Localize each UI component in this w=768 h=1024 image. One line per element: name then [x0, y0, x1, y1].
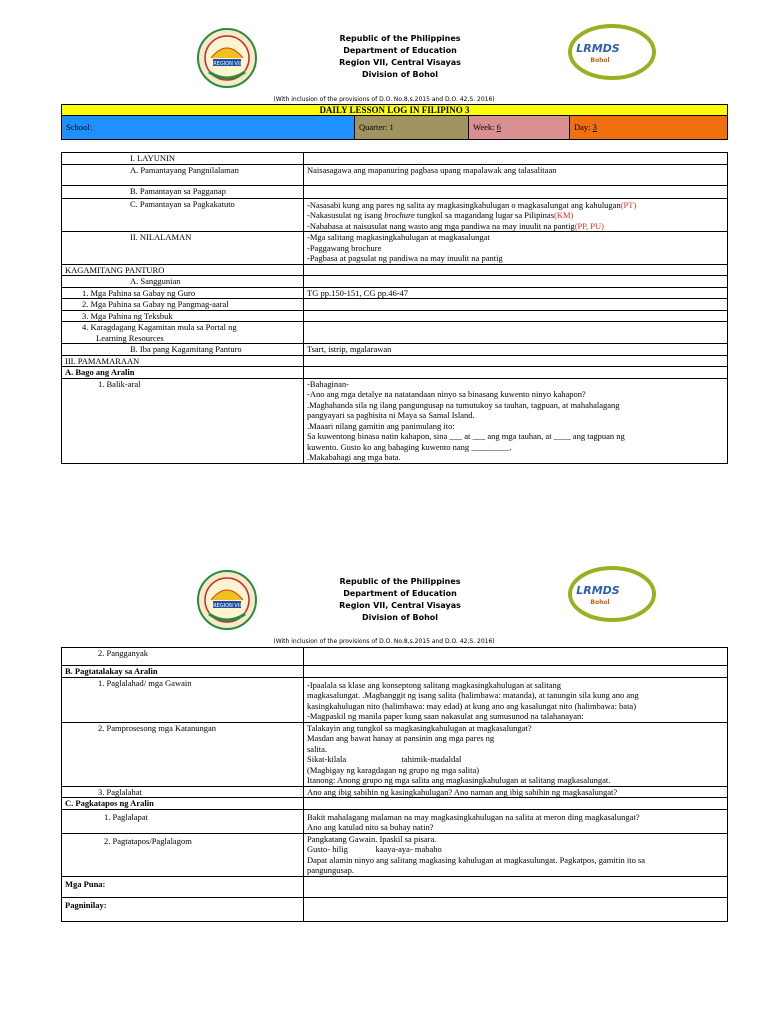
row-label: C. Pamantayan sa Pagkakatuto — [62, 198, 304, 232]
row-label: A. Bago ang Aralin — [62, 367, 304, 379]
puna-field[interactable] — [304, 876, 728, 897]
table-row — [62, 798, 728, 810]
row-content: TG pp.150-151, CG pp.46-47 — [304, 287, 728, 299]
lrmds-lettering: LRMDS — [576, 584, 620, 597]
row-label: II. NILALAMAN — [62, 232, 304, 265]
header-line-2: Department of Education — [343, 46, 457, 55]
agency-header — [310, 576, 490, 624]
table-row — [62, 677, 728, 722]
table-row — [62, 648, 728, 666]
tag-pp-pu: (PP, PU) — [574, 220, 604, 231]
row-label: 2. Pagtatapos/Paglalagom — [62, 833, 304, 876]
row-label: A. Sanggunian — [62, 276, 304, 288]
table-row — [62, 809, 728, 833]
row-label: B. Pagtatalakay sa Aralin — [62, 666, 304, 678]
quarter-label: Quarter: 1 — [359, 122, 394, 132]
row-label: 1. Balik-aral — [62, 378, 304, 463]
row-label: III. PAMAMARAAN — [62, 355, 304, 367]
row-label: 3. Paglalahat — [62, 786, 304, 798]
row-label: I. LAYUNIN — [62, 153, 304, 165]
school-label: School: — [66, 122, 92, 132]
week-value: 6 — [496, 122, 501, 132]
row-label: A. Pamantayang Pangnilalaman — [62, 164, 304, 185]
header-line-2: Department of Education — [343, 589, 457, 598]
tag-km: (KM) — [554, 210, 574, 220]
row-label: 2. Mga Pahina sa Gabay ng Pangmag-aaral — [62, 299, 304, 311]
row-content: -Ipaalala sa klase ang konseptong salitang magkasingkahulugan at salitang magkasalungat. .Magbanggit ng isang salita (halimbawa: matanda), at tanungin sila kung ano ang kasingkahulugan nito (halimbawa: may edad) at kung ano ang kasalungat nito (halimbawa: bata) -Magpaskil ng manila paper kung saan nakasulat ang sumusunod na talahanayan: — [304, 677, 728, 722]
table-row — [62, 876, 728, 897]
row-label: C. Pagkatapos ng Aralin — [62, 798, 304, 810]
pagninilay-field[interactable] — [304, 897, 728, 921]
lrmds-logo — [560, 564, 660, 624]
row-label: Mga Puna: — [62, 876, 304, 897]
row-label: 1. Paglalapat — [62, 809, 304, 833]
seal-lettering: REGION VII — [213, 603, 241, 609]
header-line-4: Division of Bohol — [361, 613, 439, 622]
table-row — [62, 786, 728, 798]
row-content: -Nasasabi kung ang pares ng salita ay magkasingkahulugan o magkasalungat ang kahulugan(PT) -Nakasusulat ng isang brochure tungkol sa magandang lugar sa Pilipinas(KM) -Nababasa at naisusulat nang wasto ang mga pandiwa na may inuulit na pantig(PP, PU) — [304, 198, 728, 232]
lesson-log-title: DAILY LESSON LOG IN FILIPINO 3 — [61, 104, 728, 116]
row-content: Talakayin ang tungkol sa magkasingkahulugan at magkasalungat? Masdan ang bawat hanay at pansinin ang mga pares ng salita. Sikat-kilala tahimik-madaldal (Magbigay ng karagdagan ng grupo ng mga salita) Itanong: Anong grupo ng mga salita ang magkasingkahulugan at salitang magkasalungat. — [304, 722, 728, 786]
day-value: 3 — [592, 122, 597, 132]
row-content: -Mga salitang magkasingkahulugan at magkasalungat -Paggawang brochure -Pagbasa at pagsulat ng pandiwa na may inuulit na pantig — [304, 232, 728, 265]
provisions-note: (With inclusion of the provisions of D.O. No.8,s.2015 and D.O. 42,S. 2016) — [273, 96, 495, 103]
table-row — [62, 897, 728, 921]
deped-seal-logo — [197, 570, 257, 630]
row-label: KAGAMITANG PANTURO — [62, 264, 304, 276]
row-content: -Bahaginan- -Ano ang mga detalye na natatandaan ninyo sa binasang kuwento ninyo kahapon? .Maghahanda sila ng ilang pangungusap na tumutukoy sa tauhan, tagpuan, at mahahalagang pangyayari sa pagbisita ni Maya sa Samal Island. .Maaari nilang gamitin ang panimulang ito: Sa kuwentong binasa natin kahapon, sina ___ at ___ ang mga tauhan, at ____ ang tagpuan ng kuwento. Gusto ko ang bahaging kuwento nang _________. .Makabahagi ang mga bata. — [304, 378, 728, 463]
lrmds-sub-lettering: Bohol — [590, 599, 610, 606]
table-row — [62, 833, 728, 876]
tag-pt: (PT) — [620, 199, 637, 210]
lrmds-sub-lettering: Bohol — [590, 57, 610, 64]
row-label: 1. Paglalahad/ mga Gawain — [62, 677, 304, 722]
header-line-1: Republic of the Philippines — [339, 34, 461, 43]
row-content: Naisasagawa ang mapanuring pagbasa upang mapalawak ang talasalitaan — [304, 164, 728, 185]
provisions-note: (With inclusion of the provisions of D.O. No.8,s.2015 and D.O. 42,S. 2016) — [273, 638, 495, 645]
lesson-table-page-2 — [61, 647, 728, 922]
row-label: B. Pamantayan sa Pagganap — [62, 185, 304, 198]
row-content: Ano ang ibig sabihin ng kasingkahulugan? Ano naman ang ibig sabihin ng magkasalungat? — [304, 786, 728, 798]
row-label: B. Iba pang Kagamitang Panturo — [62, 344, 304, 356]
header-line-4: Division of Bohol — [361, 70, 439, 79]
table-row — [62, 666, 728, 678]
row-label: 3. Mga Pahina ng Teksbuk — [62, 310, 304, 322]
row-label: 1. Mga Pahina sa Gabay ng Guro — [62, 287, 304, 299]
day-label: Day: — [574, 122, 591, 132]
week-label: Week: — [473, 122, 495, 132]
table-row — [62, 722, 728, 786]
row-label: 2. Pangganyak — [62, 648, 304, 666]
row-content: Bakit mahalagang malaman na may magkasingkahulugan na salita at meron ding magkasalungat? Ano ang katulad nito sa buhay natin? — [304, 809, 728, 833]
seal-lettering: REGION VII — [213, 61, 241, 67]
row-label: 4. Karagdagang Kagamitan mula sa Portal ng Learning Resources — [62, 322, 304, 344]
row-label: 2. Pamprosesong mga Katanungan — [62, 722, 304, 786]
header-line-3: Region VII, Central Visayas — [339, 601, 461, 610]
header-line-1: Republic of the Philippines — [339, 577, 461, 586]
lrmds-lettering: LRMDS — [576, 42, 620, 55]
row-label: Pagninilay: — [62, 897, 304, 921]
row-content: Pangkatang Gawain. Ipaskil sa pisara. Gusto- hilig kaaya-aya- mabaho Dapat alamin ninyo ang salitang magkasing kahulugan at magkasulungat. Pagkatpos, gamitin ito sa pangungusap. — [304, 833, 728, 876]
header-line-3: Region VII, Central Visayas — [339, 58, 461, 67]
row-content: Tsart, istrip, mgalarawan — [304, 344, 728, 356]
